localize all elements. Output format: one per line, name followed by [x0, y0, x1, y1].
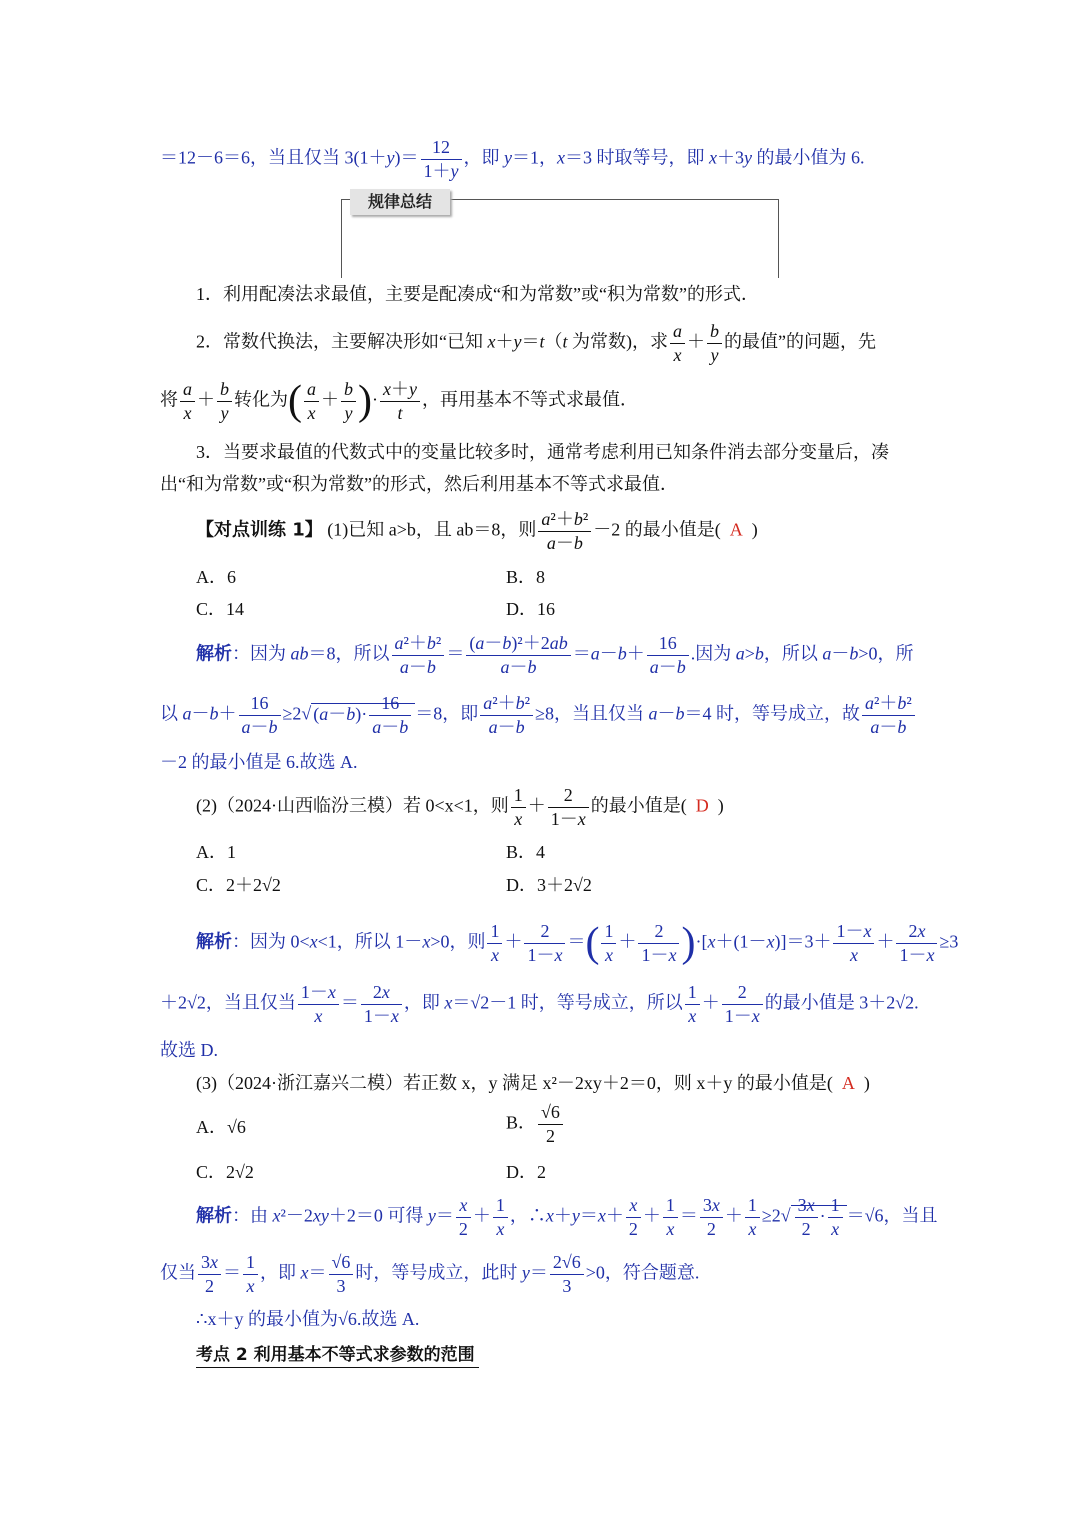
- q2-opt-c: C．2＋2√2: [196, 875, 281, 895]
- rule-box-title: 规律总结: [350, 189, 450, 215]
- q3-solution-2: 仅当 $\frac{3x}{2}$ ＝ $\frac{1}{x}$ ，即 x＝ $\frac{√6}{3}$ 时，等号成立，此时 y＝ $\frac{2√6}{3}$ >0，符合题意.: [160, 1252, 700, 1296]
- q1-solution-1: 解析：因为 ab＝8，所以 $\frac{\text{a²＋b²}}{a-b}$ ＝ $\frac{\text{(a－b)²＋2ab}}{a-b}$ ＝a－b＋ $\frac{16}{a-b}$ .因为 a>b，所以 a－b>0，所: [196, 633, 914, 677]
- q3-solution-1: 解析：由 x²－2xy＋2＝0 可得 y＝ $\frac{x}{2}$ ＋ $\frac{1}{x}$ ，∴x＋y＝x＋ $\frac{x}{2}$ ＋ $\frac{1}{x}$ ＝ $\frac{3x}{2}$ ＋ $\frac{1}{x}$ ≥2√ $\frac{3x}{2}$ · $\frac{1}{x}$ ＝√6，当且: [196, 1195, 938, 1239]
- q3-solution-3: ∴x＋y 的最小值为√6.故选 A.: [196, 1309, 420, 1329]
- q3-opt-c: C．2√2: [196, 1162, 254, 1182]
- q1-stem: 【对点训练 1】 (1)已知 a>b，且 ab＝8，则 $\frac{\text{a²＋b²}}{a-b}$ －2 的最小值是( A ): [196, 509, 758, 553]
- q2-answer: D: [695, 795, 709, 816]
- q1-answer: A: [729, 519, 743, 540]
- q1-solution-2: 以 a－b＋ $\frac{16}{a-b}$ ≥2√ (a－b)· $\frac{16}{a-b}$ ＝8，即 $\frac{\text{a²＋b²}}{a-b}$ ≥8，当且仅当 a－b＝4 时，等号成立，故 $\frac{\text{a²＋b²}}{a-b}$: [160, 694, 917, 737]
- q3-opt-a: A．√6: [196, 1117, 246, 1137]
- q3-opt-d: D．2: [506, 1162, 546, 1182]
- q1-opt-c: C．14: [196, 599, 245, 619]
- q2-solution-1: 解析：因为 0<x<1，所以 1－x>0，则 $\frac{1}{x}$ ＋ $\frac{2}{1-x}$ ＝( $\frac{1}{x}$ ＋ $\frac{2}{1-x}$ )·[x＋(1－x)]＝3＋ $\frac{1-x}{x}$ ＋ $\frac{2x}{1-x}$ ≥3: [196, 920, 959, 967]
- q1-solution-3: －2 的最小值是 6.故选 A.: [160, 752, 358, 772]
- q2-opt-a: A．1: [196, 842, 236, 862]
- q2-opt-d: D．3＋2√2: [506, 875, 592, 895]
- summary-p1: 1．利用配凑法求最值，主要是配凑成“和为常数”或“积为常数”的形式．: [196, 284, 759, 304]
- summary-p3-b: 出“和为常数”或“积为常数”的形式，然后利用基本不等式求最值．: [160, 474, 678, 494]
- summary-p2-line2: 将 $\frac{a}{x}$ ＋ $\frac{b}{y}$ 转化为( $\frac{a}{x}$ ＋ $\frac{b}{y}$ )· $\frac{x+y}{t}$ ，再用基本不等式求最值．: [160, 378, 638, 425]
- q3-opt-b: B． $\frac{√6}{2}$: [506, 1103, 565, 1146]
- section-title: 考点 2 利用基本不等式求参数的范围: [196, 1340, 479, 1368]
- top-line: ＝12－6＝6，当且仅当 3(1＋y)＝ $\frac{12}{1+y}$ ，即 y＝1，x＝3 时取等号，即 x＋3y 的最小值为 6.: [160, 137, 865, 181]
- summary-p2: 2．常数代换法，主要解决形如“已知 x＋y＝t（t 为常数)，求 $\frac{a}{x}$ ＋ $\frac{b}{y}$ 的最值”的问题，先: [196, 321, 877, 365]
- q2-solution-2: ＋2√2，当且仅当 $\frac{1-x}{x}$ ＝ $\frac{2x}{1-x}$ ，即 x＝√2－1 时，等号成立，所以 $\frac{1}{x}$ ＋ $\frac{2}{1-x}$ 的最小值是 3＋2√2.: [160, 982, 919, 1026]
- q3-stem: (3)（2024·浙江嘉兴二模）若正数 x，y 满足 x²－2xy＋2＝0，则 x＋y 的最小值是( A ): [196, 1073, 870, 1093]
- q2-solution-3: 故选 D.: [160, 1040, 218, 1060]
- q3-answer: A: [841, 1073, 855, 1093]
- q1-opt-a: A．6: [196, 567, 236, 587]
- summary-p3-a: 3．当要求最值的代数式中的变量比较多时，通常考虑利用已知条件消去部分变量后，凑: [196, 442, 889, 462]
- q2-stem: (2)（2024·山西临汾三模）若 0<x<1，则 $\frac{1}{x}$ ＋ $\frac{2}{1-x}$ 的最小值是( D ): [196, 785, 724, 829]
- q1-opt-d: D．16: [506, 599, 555, 619]
- q2-opt-b: B．4: [506, 842, 546, 862]
- q1-opt-b: B．8: [506, 567, 546, 587]
